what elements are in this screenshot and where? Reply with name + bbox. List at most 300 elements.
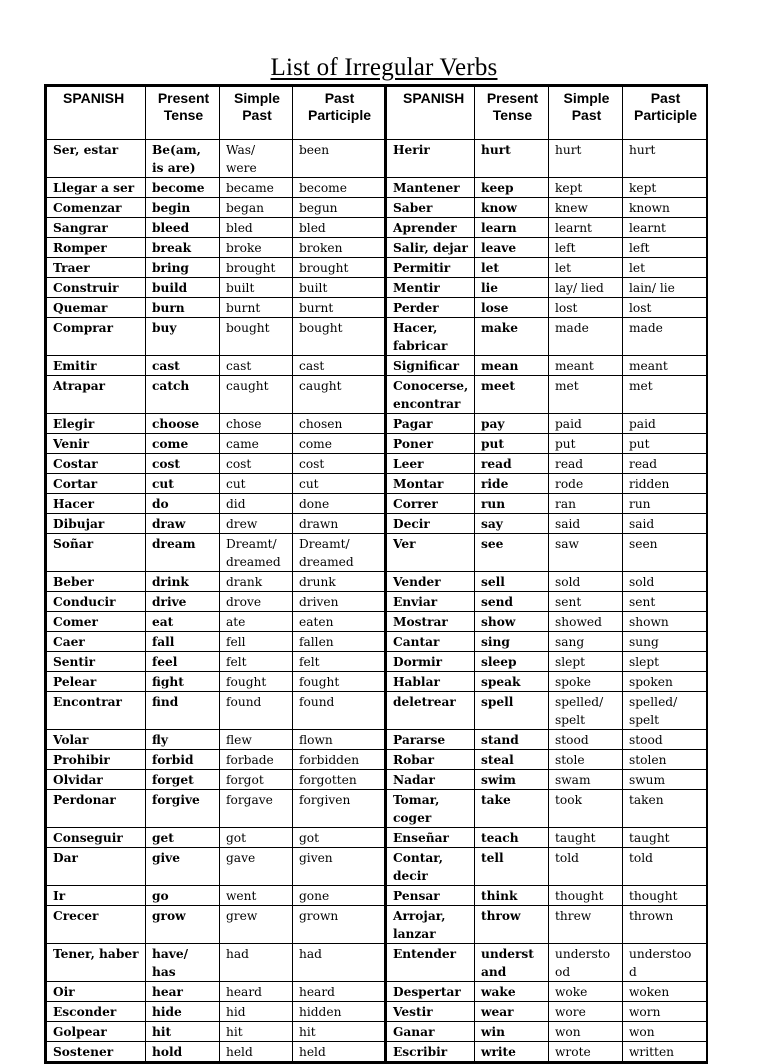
table-row	[47, 514, 707, 534]
simple-past-cell: fought	[220, 672, 293, 692]
simple-past-cell: learnt	[549, 218, 623, 238]
present-cell: speak	[475, 672, 549, 692]
spanish-cell: Pagar	[386, 414, 475, 434]
past-participle-cell: understoo d	[623, 944, 707, 982]
past-participle-cell: grown	[293, 906, 386, 944]
simple-past-cell: swam	[549, 770, 623, 790]
spanish-cell: Beber	[47, 572, 146, 592]
past-participle-cell: meant	[623, 356, 707, 376]
simple-past-cell: did	[220, 494, 293, 514]
past-participle-cell: said	[623, 514, 707, 534]
spanish-cell: Herir	[386, 140, 475, 178]
present-cell: keep	[475, 178, 549, 198]
simple-past-cell: said	[549, 514, 623, 534]
simple-past-cell: cut	[220, 474, 293, 494]
present-cell: forgive	[146, 790, 220, 828]
table-row	[47, 178, 707, 198]
past-participle-cell: lost	[623, 298, 707, 318]
present-cell: hear	[146, 982, 220, 1002]
past-participle-cell: let	[623, 258, 707, 278]
past-participle-cell: done	[293, 494, 386, 514]
table-row	[47, 414, 707, 434]
simple-past-cell: stood	[549, 730, 623, 750]
past-participle-cell: begun	[293, 198, 386, 218]
past-participle-cell: driven	[293, 592, 386, 612]
simple-past-cell: went	[220, 886, 293, 906]
simple-past-cell: forbade	[220, 750, 293, 770]
simple-past-cell: thought	[549, 886, 623, 906]
spanish-cell: Hablar	[386, 672, 475, 692]
spanish-cell: Atrapar	[47, 376, 146, 414]
simple-past-cell: became	[220, 178, 293, 198]
spanish-cell: Hacer, fabricar	[386, 318, 475, 356]
past-participle-cell: chosen	[293, 414, 386, 434]
spanish-cell: Crecer	[47, 906, 146, 944]
present-cell: bleed	[146, 218, 220, 238]
simple-past-cell: caught	[220, 376, 293, 414]
present-cell: cost	[146, 454, 220, 474]
simple-past-cell: drank	[220, 572, 293, 592]
past-participle-cell: bought	[293, 318, 386, 356]
simple-past-cell: hit	[220, 1022, 293, 1042]
present-cell: underst and	[475, 944, 549, 982]
spanish-cell: Arrojar, lanzar	[386, 906, 475, 944]
simple-past-cell: brought	[220, 258, 293, 278]
table-row	[47, 770, 707, 790]
past-participle-cell: sold	[623, 572, 707, 592]
past-participle-cell: lain/ lie	[623, 278, 707, 298]
table-row	[47, 692, 707, 730]
table-row	[47, 848, 707, 886]
table-row	[47, 434, 707, 454]
present-cell: have/ has	[146, 944, 220, 982]
past-participle-cell: run	[623, 494, 707, 514]
spanish-cell: Dormir	[386, 652, 475, 672]
table-row	[47, 1042, 707, 1062]
spanish-cell: Sangrar	[47, 218, 146, 238]
past-participle-cell: put	[623, 434, 707, 454]
simple-past-cell: paid	[549, 414, 623, 434]
simple-past-cell: woke	[549, 982, 623, 1002]
past-participle-cell: forgiven	[293, 790, 386, 828]
present-cell: choose	[146, 414, 220, 434]
present-cell: burn	[146, 298, 220, 318]
present-cell: steal	[475, 750, 549, 770]
spanish-cell: Decir	[386, 514, 475, 534]
past-participle-cell: got	[293, 828, 386, 848]
present-cell: lie	[475, 278, 549, 298]
simple-past-cell: put	[549, 434, 623, 454]
simple-past-cell: ate	[220, 612, 293, 632]
past-participle-cell: held	[293, 1042, 386, 1062]
past-participle-cell: shown	[623, 612, 707, 632]
simple-past-cell: stole	[549, 750, 623, 770]
past-participle-cell: been	[293, 140, 386, 178]
present-cell: fly	[146, 730, 220, 750]
present-cell: bring	[146, 258, 220, 278]
spanish-cell: Pararse	[386, 730, 475, 750]
past-participle-cell: eaten	[293, 612, 386, 632]
present-cell: learn	[475, 218, 549, 238]
header-spanish: SPANISH	[47, 87, 146, 140]
spanish-cell: Sentir	[47, 652, 146, 672]
spanish-cell: Sostener	[47, 1042, 146, 1062]
present-cell: ride	[475, 474, 549, 494]
simple-past-cell: read	[549, 454, 623, 474]
present-cell: see	[475, 534, 549, 572]
simple-past-cell: grew	[220, 906, 293, 944]
simple-past-cell: drew	[220, 514, 293, 534]
present-cell: write	[475, 1042, 549, 1062]
past-participle-cell: Dreamt/ dreamed	[293, 534, 386, 572]
present-cell: let	[475, 258, 549, 278]
table-row	[47, 356, 707, 376]
spanish-cell: Elegir	[47, 414, 146, 434]
spanish-cell: Ser, estar	[47, 140, 146, 178]
past-participle-cell: met	[623, 376, 707, 414]
past-participle-cell: drunk	[293, 572, 386, 592]
simple-past-cell: felt	[220, 652, 293, 672]
table-row	[47, 632, 707, 652]
past-participle-cell: felt	[293, 652, 386, 672]
spanish-cell: Contar, decir	[386, 848, 475, 886]
simple-past-cell: told	[549, 848, 623, 886]
simple-past-cell: sang	[549, 632, 623, 652]
past-participle-cell: ridden	[623, 474, 707, 494]
table-row	[47, 298, 707, 318]
spanish-cell: Perdonar	[47, 790, 146, 828]
simple-past-cell: spelled/ spelt	[549, 692, 623, 730]
table-row	[47, 494, 707, 514]
present-cell: spell	[475, 692, 549, 730]
header-past-participle: Past Participle	[293, 87, 386, 140]
table-row	[47, 534, 707, 572]
present-cell: sleep	[475, 652, 549, 672]
simple-past-cell: knew	[549, 198, 623, 218]
table-row	[47, 198, 707, 218]
header-spanish: SPANISH	[386, 87, 475, 140]
present-cell: hold	[146, 1042, 220, 1062]
past-participle-cell: seen	[623, 534, 707, 572]
spanish-cell: Traer	[47, 258, 146, 278]
present-cell: sing	[475, 632, 549, 652]
spanish-cell: Dibujar	[47, 514, 146, 534]
spanish-cell: Pensar	[386, 886, 475, 906]
spanish-cell: Montar	[386, 474, 475, 494]
simple-past-cell: spoke	[549, 672, 623, 692]
header-simple-past: Simple Past	[549, 87, 623, 140]
present-cell: wake	[475, 982, 549, 1002]
simple-past-cell: wore	[549, 1002, 623, 1022]
spanish-cell: Tomar, coger	[386, 790, 475, 828]
past-participle-cell: found	[293, 692, 386, 730]
present-cell: know	[475, 198, 549, 218]
present-cell: read	[475, 454, 549, 474]
table-row	[47, 140, 707, 178]
past-participle-cell: stood	[623, 730, 707, 750]
present-cell: begin	[146, 198, 220, 218]
past-participle-cell: cost	[293, 454, 386, 474]
simple-past-cell: slept	[549, 652, 623, 672]
past-participle-cell: taught	[623, 828, 707, 848]
simple-past-cell: found	[220, 692, 293, 730]
simple-past-cell: flew	[220, 730, 293, 750]
spanish-cell: Poner	[386, 434, 475, 454]
spanish-cell: Golpear	[47, 1022, 146, 1042]
spanish-cell: Encontrar	[47, 692, 146, 730]
spanish-cell: Conseguir	[47, 828, 146, 848]
present-cell: catch	[146, 376, 220, 414]
present-cell: stand	[475, 730, 549, 750]
spanish-cell: Mostrar	[386, 612, 475, 632]
present-cell: do	[146, 494, 220, 514]
table-row	[47, 906, 707, 944]
present-cell: think	[475, 886, 549, 906]
past-participle-cell: thought	[623, 886, 707, 906]
past-participle-cell: made	[623, 318, 707, 356]
simple-past-cell: taught	[549, 828, 623, 848]
past-participle-cell: learnt	[623, 218, 707, 238]
simple-past-cell: wrote	[549, 1042, 623, 1062]
past-participle-cell: sent	[623, 592, 707, 612]
spanish-cell: Llegar a ser	[47, 178, 146, 198]
past-participle-cell: forbidden	[293, 750, 386, 770]
simple-past-cell: broke	[220, 238, 293, 258]
spanish-cell: Comenzar	[47, 198, 146, 218]
past-participle-cell: fallen	[293, 632, 386, 652]
header-present-tense: Present Tense	[146, 87, 220, 140]
past-participle-cell: drawn	[293, 514, 386, 534]
present-cell: go	[146, 886, 220, 906]
past-participle-cell: sung	[623, 632, 707, 652]
simple-past-cell: drove	[220, 592, 293, 612]
spanish-cell: Cortar	[47, 474, 146, 494]
simple-past-cell: gave	[220, 848, 293, 886]
past-participle-cell: woken	[623, 982, 707, 1002]
spanish-cell: Dar	[47, 848, 146, 886]
simple-past-cell: ran	[549, 494, 623, 514]
simple-past-cell: chose	[220, 414, 293, 434]
table-row	[47, 982, 707, 1002]
table-row	[47, 612, 707, 632]
spanish-cell: Despertar	[386, 982, 475, 1002]
spanish-cell: Enseñar	[386, 828, 475, 848]
spanish-cell: Saber	[386, 198, 475, 218]
present-cell: eat	[146, 612, 220, 632]
simple-past-cell: burnt	[220, 298, 293, 318]
spanish-cell: Romper	[47, 238, 146, 258]
table-row	[47, 886, 707, 906]
table-row	[47, 750, 707, 770]
present-cell: swim	[475, 770, 549, 790]
spanish-cell: Emitir	[47, 356, 146, 376]
header-present-tense: Present Tense	[475, 87, 549, 140]
spanish-cell: Aprender	[386, 218, 475, 238]
past-participle-cell: swum	[623, 770, 707, 790]
past-participle-cell: thrown	[623, 906, 707, 944]
past-participle-cell: slept	[623, 652, 707, 672]
simple-past-cell: cost	[220, 454, 293, 474]
present-cell: send	[475, 592, 549, 612]
past-participle-cell: hit	[293, 1022, 386, 1042]
past-participle-cell: read	[623, 454, 707, 474]
past-participle-cell: built	[293, 278, 386, 298]
simple-past-cell: showed	[549, 612, 623, 632]
simple-past-cell: Dreamt/ dreamed	[220, 534, 293, 572]
header-simple-past: Simple Past	[220, 87, 293, 140]
present-cell: say	[475, 514, 549, 534]
simple-past-cell: came	[220, 434, 293, 454]
spanish-cell: Oir	[47, 982, 146, 1002]
past-participle-cell: had	[293, 944, 386, 982]
present-cell: fight	[146, 672, 220, 692]
spanish-cell: Venir	[47, 434, 146, 454]
present-cell: buy	[146, 318, 220, 356]
spanish-cell: Robar	[386, 750, 475, 770]
spanish-cell: Escribir	[386, 1042, 475, 1062]
table-row	[47, 828, 707, 848]
present-cell: cut	[146, 474, 220, 494]
present-cell: pay	[475, 414, 549, 434]
spanish-cell: Olvidar	[47, 770, 146, 790]
present-cell: drive	[146, 592, 220, 612]
present-cell: throw	[475, 906, 549, 944]
present-cell: break	[146, 238, 220, 258]
spanish-cell: Ver	[386, 534, 475, 572]
present-cell: run	[475, 494, 549, 514]
spanish-cell: Comprar	[47, 318, 146, 356]
simple-past-cell: won	[549, 1022, 623, 1042]
present-cell: become	[146, 178, 220, 198]
spanish-cell: Cantar	[386, 632, 475, 652]
present-cell: make	[475, 318, 549, 356]
present-cell: dream	[146, 534, 220, 572]
present-cell: sell	[475, 572, 549, 592]
past-participle-cell: written	[623, 1042, 707, 1062]
past-participle-cell: brought	[293, 258, 386, 278]
past-participle-cell: worn	[623, 1002, 707, 1022]
present-cell: give	[146, 848, 220, 886]
spanish-cell: Caer	[47, 632, 146, 652]
past-participle-cell: given	[293, 848, 386, 886]
irregular-verbs-table	[46, 86, 707, 1062]
present-cell: take	[475, 790, 549, 828]
spanish-cell: Vender	[386, 572, 475, 592]
present-cell: hit	[146, 1022, 220, 1042]
verbs-table-body	[47, 140, 707, 1062]
spanish-cell: Ir	[47, 886, 146, 906]
verbs-table-frame	[44, 84, 708, 1064]
simple-past-cell: made	[549, 318, 623, 356]
spanish-cell: Permitir	[386, 258, 475, 278]
spanish-cell: Significar	[386, 356, 475, 376]
past-participle-cell: flown	[293, 730, 386, 750]
spanish-cell: Soñar	[47, 534, 146, 572]
spanish-cell: Vestir	[386, 1002, 475, 1022]
table-row	[47, 454, 707, 474]
spanish-cell: Mantener	[386, 178, 475, 198]
simple-past-cell: meant	[549, 356, 623, 376]
table-row	[47, 376, 707, 414]
simple-past-cell: got	[220, 828, 293, 848]
simple-past-cell: hid	[220, 1002, 293, 1022]
table-row	[47, 1002, 707, 1022]
past-participle-cell: forgotten	[293, 770, 386, 790]
spanish-cell: Quemar	[47, 298, 146, 318]
spanish-cell: Esconder	[47, 1002, 146, 1022]
past-participle-cell: hurt	[623, 140, 707, 178]
present-cell: come	[146, 434, 220, 454]
past-participle-cell: known	[623, 198, 707, 218]
spanish-cell: Conocerse, encontrar	[386, 376, 475, 414]
spanish-cell: Ganar	[386, 1022, 475, 1042]
present-cell: mean	[475, 356, 549, 376]
present-cell: win	[475, 1022, 549, 1042]
simple-past-cell: let	[549, 258, 623, 278]
past-participle-cell: taken	[623, 790, 707, 828]
simple-past-cell: hurt	[549, 140, 623, 178]
table-row	[47, 944, 707, 982]
past-participle-cell: paid	[623, 414, 707, 434]
present-cell: get	[146, 828, 220, 848]
simple-past-cell: had	[220, 944, 293, 982]
simple-past-cell: cast	[220, 356, 293, 376]
document-title: List of Irregular Verbs	[270, 54, 498, 81]
present-cell: feel	[146, 652, 220, 672]
table-row	[47, 474, 707, 494]
table-row	[47, 238, 707, 258]
present-cell: cast	[146, 356, 220, 376]
present-cell: show	[475, 612, 549, 632]
simple-past-cell: heard	[220, 982, 293, 1002]
past-participle-cell: told	[623, 848, 707, 886]
table-row	[47, 1022, 707, 1042]
simple-past-cell: began	[220, 198, 293, 218]
table-row	[47, 218, 707, 238]
simple-past-cell: Was/ were	[220, 140, 293, 178]
simple-past-cell: left	[549, 238, 623, 258]
simple-past-cell: built	[220, 278, 293, 298]
spanish-cell: Comer	[47, 612, 146, 632]
past-participle-cell: burnt	[293, 298, 386, 318]
present-cell: forget	[146, 770, 220, 790]
spanish-cell: Entender	[386, 944, 475, 982]
present-cell: draw	[146, 514, 220, 534]
spanish-cell: Pelear	[47, 672, 146, 692]
table-row	[47, 318, 707, 356]
simple-past-cell: kept	[549, 178, 623, 198]
present-cell: find	[146, 692, 220, 730]
present-cell: Be(am, is are)	[146, 140, 220, 178]
past-participle-cell: won	[623, 1022, 707, 1042]
present-cell: drink	[146, 572, 220, 592]
simple-past-cell: met	[549, 376, 623, 414]
present-cell: wear	[475, 1002, 549, 1022]
past-participle-cell: stolen	[623, 750, 707, 770]
present-cell: tell	[475, 848, 549, 886]
past-participle-cell: cut	[293, 474, 386, 494]
present-cell: leave	[475, 238, 549, 258]
present-cell: hurt	[475, 140, 549, 178]
spanish-cell: Prohibir	[47, 750, 146, 770]
table-row	[47, 258, 707, 278]
simple-past-cell: sold	[549, 572, 623, 592]
present-cell: fall	[146, 632, 220, 652]
spanish-cell: Perder	[386, 298, 475, 318]
past-participle-cell: bled	[293, 218, 386, 238]
spanish-cell: Mentir	[386, 278, 475, 298]
table-row	[47, 278, 707, 298]
